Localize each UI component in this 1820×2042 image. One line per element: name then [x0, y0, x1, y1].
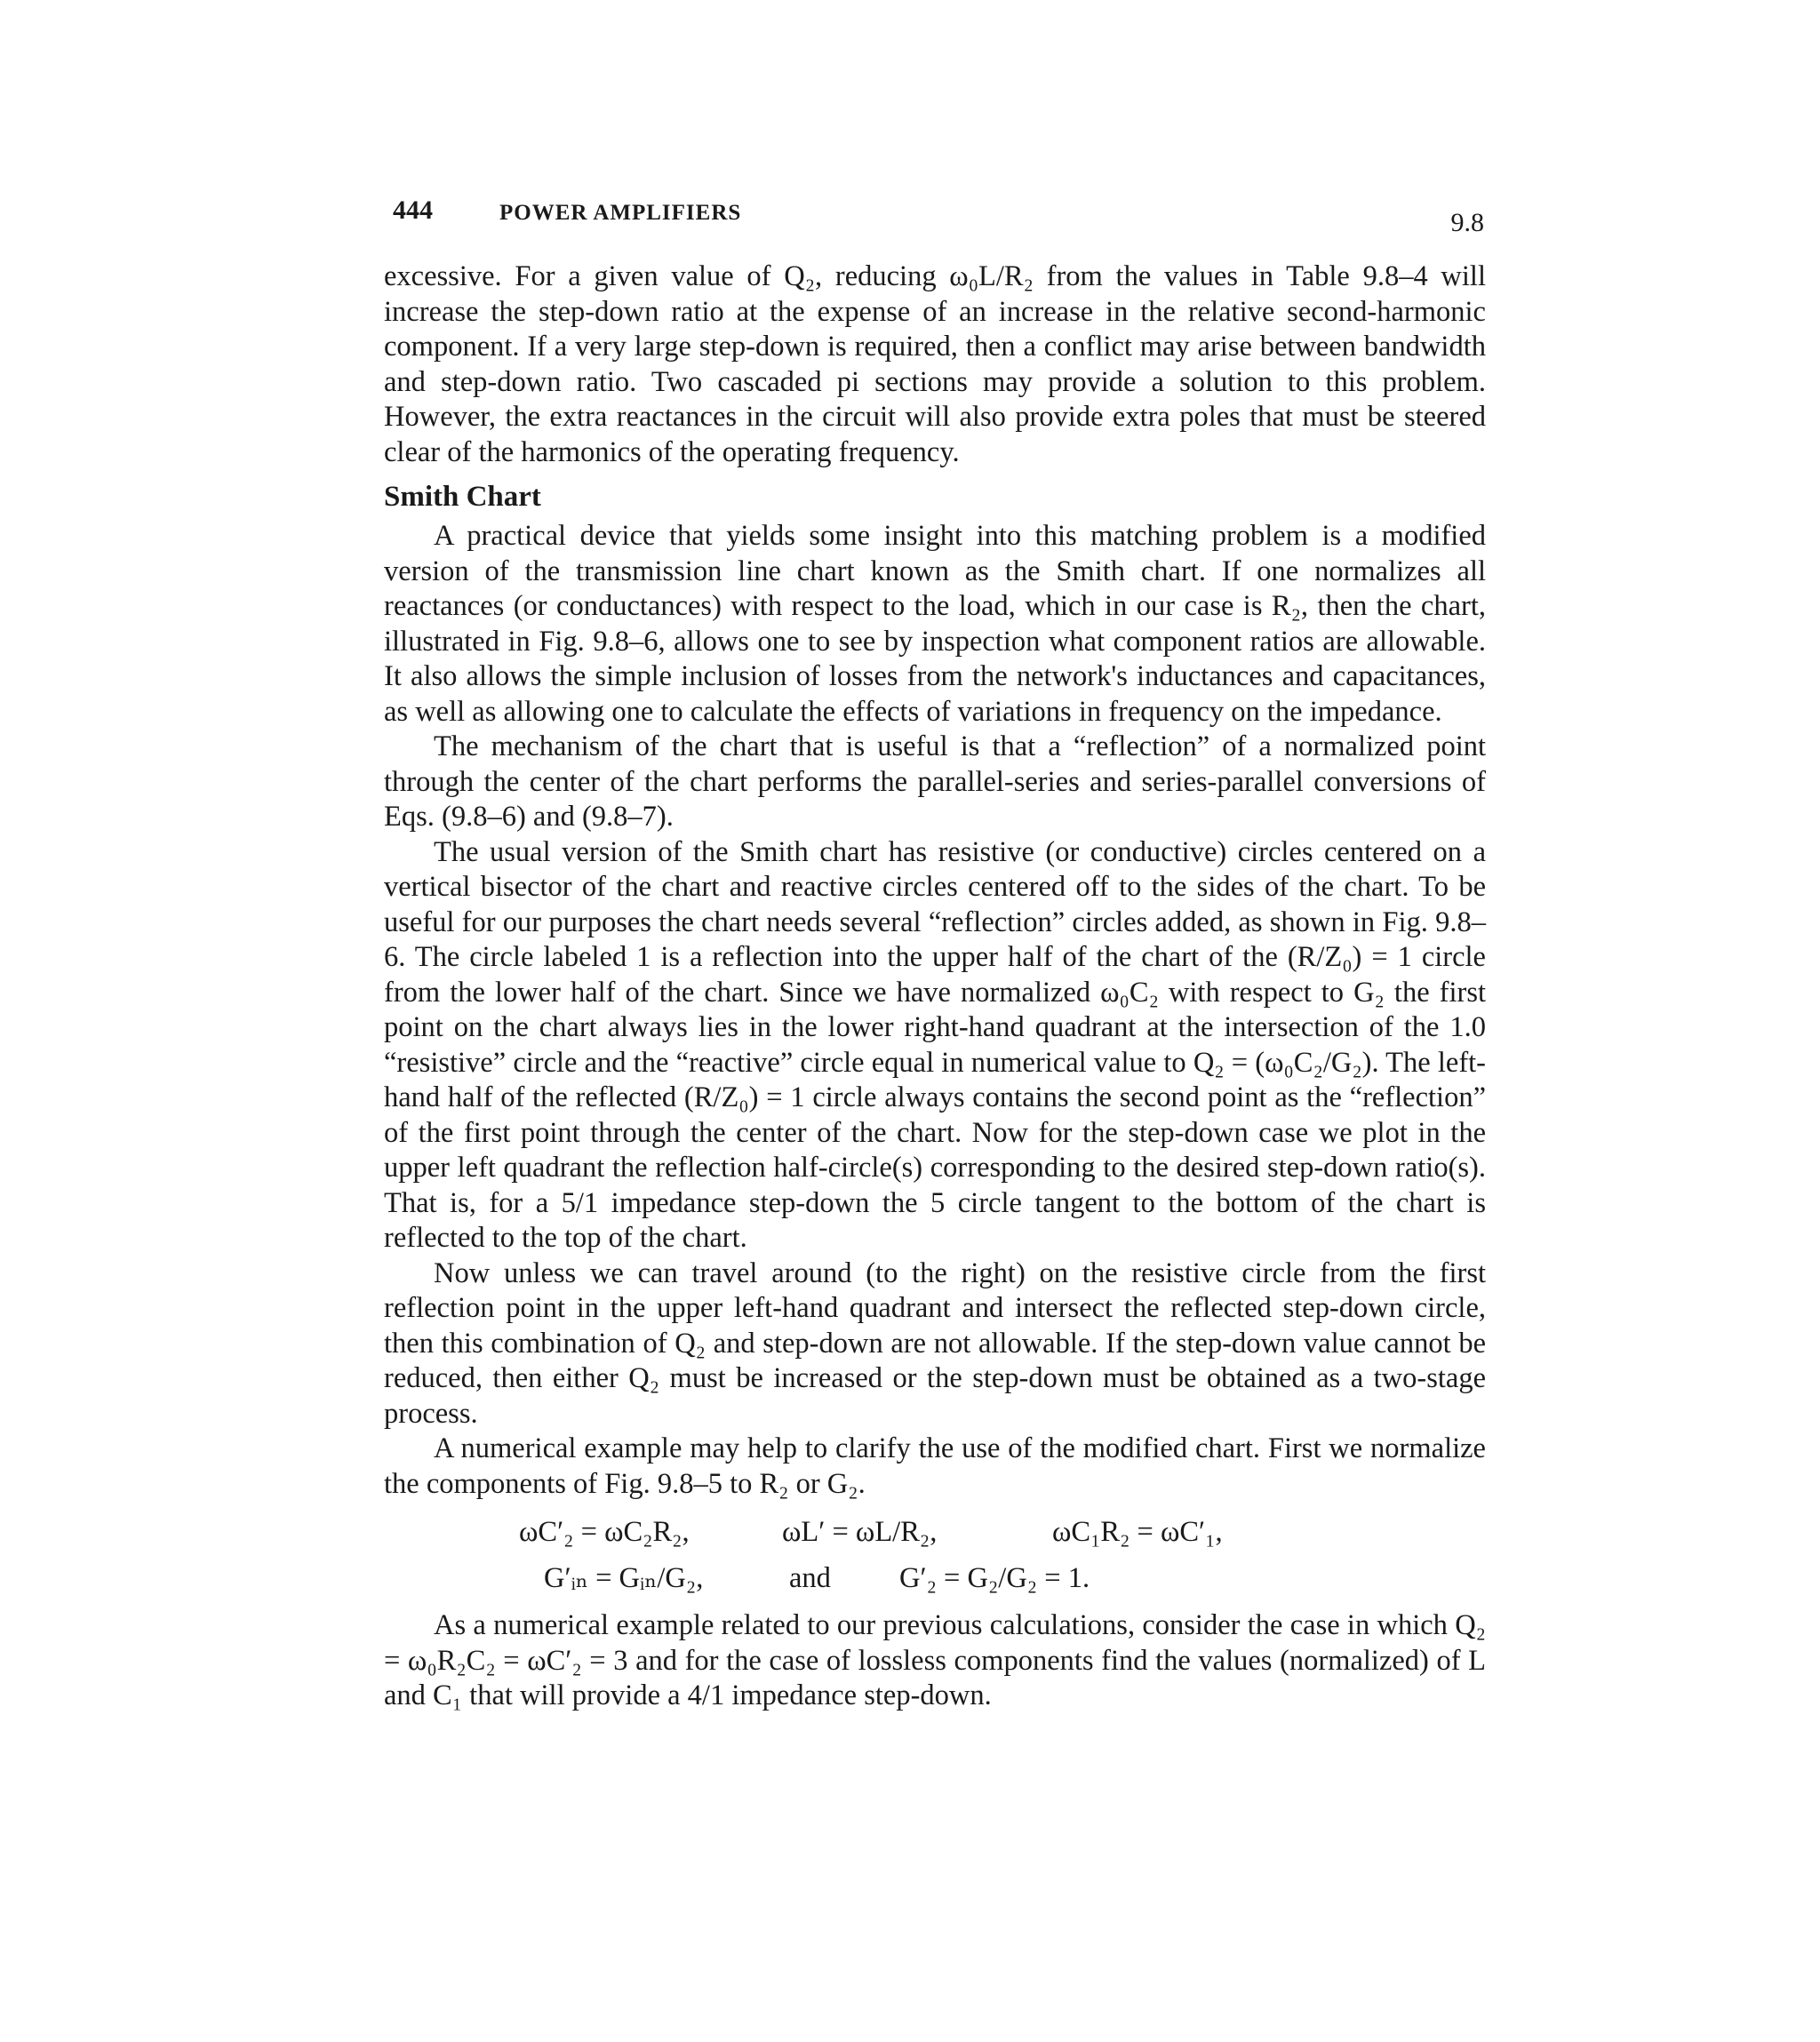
- equation: G′₂ = G₂/G₂ = 1.: [899, 1562, 1090, 1594]
- body-text: [384, 259, 1486, 1714]
- equation-row: [384, 1555, 1486, 1601]
- equation: G′ᵢₙ = Gᵢₙ/G₂,: [544, 1562, 704, 1594]
- equation-row: [384, 1509, 1486, 1555]
- paragraph: The mechanism of the chart that is useful is that a “reflection” of a normalized point through the center of the chart performs the parallel-series and series-parallel conversions of Eqs. (9.8–6) and (9.8–7).: [384, 730, 1486, 833]
- paragraph: Now unless we can travel around (to the right) on the resistive circle from the first reflection point in the upper left-hand quadrant and intersect the reflected step-down circle, then this combination of Q₂ and step-down are not allowable. If the step-down value cannot be reduced, then either Q₂ must be increased or the step-down must be obtained as a two-stage process.: [384, 1256, 1486, 1430]
- section-heading: Smith Chart: [384, 481, 541, 513]
- page-number: 444: [393, 195, 433, 225]
- paragraph: As a numerical example related to our previous calculations, consider the case in which Q₂ = ω₀R₂C₂ = ωC′₂ = 3 and for the case of lossless components find the values (normalized) of L and C₁ that will provide a 4/1 impedance step-down.: [384, 1609, 1486, 1711]
- equation-block: [384, 1509, 1486, 1601]
- equation: ωC′₂ = ωC₂R₂,: [519, 1516, 690, 1548]
- paragraph-continued: excessive. For a given value of Q₂, reducing ω₀L/R₂ from the values in Table 9.8–4 will increase the step-down ratio at the expense of an increase in the relative second-harmonic component. If a very large step-down is required, then a conflict may arise between bandwidth and step-down ratio. Two cascaded pi sections may provide a solution to this problem. However, the extra reactances in the circuit will also provide extra poles that must be steered clear of the harmonics of the operating frequency.: [384, 260, 1486, 468]
- paragraph: A practical device that yields some insight into this matching problem is a modified version of the transmission line chart known as the Smith chart. If one normalizes all reactances (or conductances) with respect to the load, which in our case is R₂, then the chart, illustrated in Fig. 9.8–6, allows one to see by inspection what component ratios are allowable. It also allows the simple inclusion of losses from the network's inductances and capacitances, as well as allowing one to calculate the effects of variations in frequency on the impedance.: [384, 520, 1486, 728]
- equation: ωC₁R₂ = ωC′₁,: [1052, 1516, 1223, 1548]
- equation-connector: and: [789, 1562, 831, 1594]
- running-head: POWER AMPLIFIERS: [499, 201, 742, 225]
- paragraph: The usual version of the Smith chart has resistive (or conductive) circles centered on a vertical bisector of the chart and reactive circles centered off to the sides of the chart. To be useful for our purposes the chart needs several “reflection” circles added, as shown in Fig. 9.8–6. The circle labeled 1 is a reflection into the upper half of the chart of the (R/Z₀) = 1 circle from the lower half of the chart. Since we have normalized ω₀C₂ with respect to G₂ the first point on the chart always lies in the lower right-hand quadrant at the intersection of the 1.0 “resistive” circle and the “reactive” circle equal in numerical value to Q₂ = (ω₀C₂/G₂). The left-hand half of the reflected (R/Z₀) = 1 circle always contains the second point as the “reflection” of the first point through the center of the chart. Now for the step-down case we plot in the upper left quadrant the reflection half-circle(s) corresponding to the desired step-down ratio(s). That is, for a 5/1 impedance step-down the 5 circle tangent to the bottom of the chart is reflected to the top of the chart.: [384, 835, 1486, 1254]
- section-number: 9.8: [1450, 208, 1484, 237]
- paragraph: A numerical example may help to clarify the use of the modified chart. First we normalize the components of Fig. 9.8–5 to R₂ or G₂.: [384, 1432, 1486, 1500]
- equation: ωL′ = ωL/R₂,: [782, 1516, 938, 1548]
- page-header: [393, 195, 1484, 240]
